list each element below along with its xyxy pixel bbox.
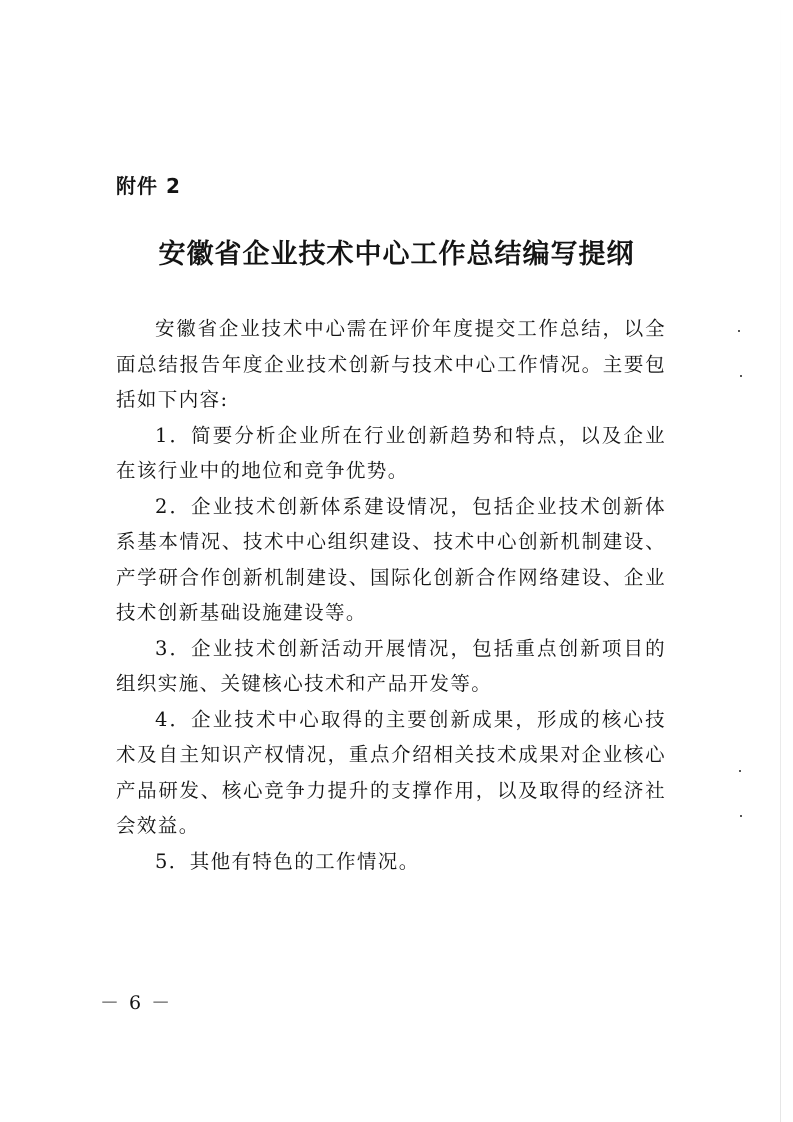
list-item: 2．企业技术创新体系建设情况，包括企业技术创新体系基本情况、技术中心组织建设、技术中心创新机制建设、产学研合作创新机制建设、国际化创新合作网络建设、企业技术创新基础设施建设等。 [116,494,666,624]
scan-mark [740,815,742,817]
list-item: 3．企业技术创新活动开展情况，包括重点创新项目的组织实施、关键核心技术和产品开发等。 [116,636,666,695]
scan-mark [739,770,741,772]
scan-edge [780,0,781,1122]
list-item: 4．企业技术中心取得的主要创新成果，形成的核心技术及自主知识产权情况，重点介绍相关技术成果对企业核心产品研发、核心竞争力提升的支撑作用，以及取得的经济社会效益。 [116,707,666,837]
list-item: 5．其他有特色的工作情况。 [155,849,420,873]
intro-paragraph: 安徽省企业技术中心需在评价年度提交工作总结，以全面总结报告年度企业技术创新与技术中心工作情况。主要包括如下内容: [116,317,666,411]
attachment-label: 附件 2 [116,174,181,198]
document-body [116,311,666,879]
list-item: 1．简要分析企业所在行业创新趋势和特点，以及企业在该行业中的地位和竞争优势。 [116,423,666,482]
scan-mark [738,330,740,332]
document-title: 安徽省企业技术中心工作总结编写提纲 [158,239,635,270]
page-number: － 6 － [100,992,173,1014]
scan-mark [740,375,742,377]
